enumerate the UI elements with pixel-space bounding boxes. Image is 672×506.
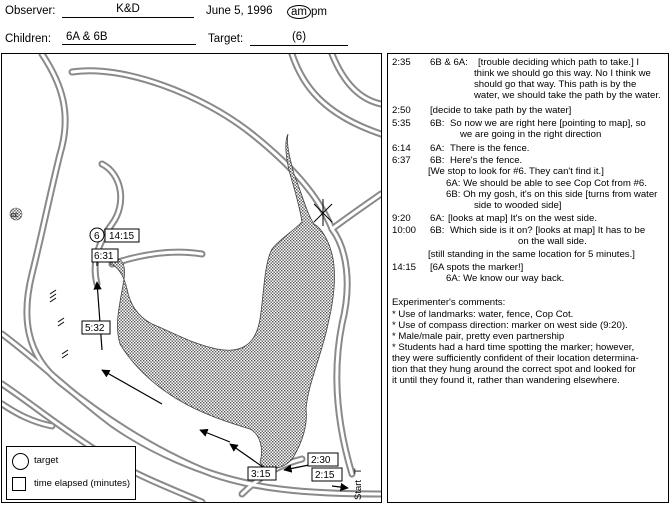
log-line: 6B: Oh my gosh, it's on this side [turns from water — [446, 189, 658, 200]
log-speaker: 6A: — [430, 213, 445, 224]
log-line: There is the fence. — [450, 143, 530, 154]
log-time: 5:35 — [392, 118, 411, 129]
comment-line: * Use of compass direction: marker on west side (9:20). — [392, 320, 628, 331]
log-speaker: 6B & 6A: — [430, 57, 468, 68]
children-label: Children: — [5, 33, 52, 45]
comment-line: it until they found it, rather than wandering elsewhere. — [392, 375, 620, 386]
log-time: 2:50 — [392, 105, 411, 116]
svg-text:2:30: 2:30 — [311, 455, 331, 466]
time-label — [92, 249, 118, 262]
log-line: water, we should take the path by the water. — [474, 90, 661, 101]
svg-text:14:15: 14:15 — [109, 231, 135, 242]
log-speaker: 6A: — [430, 143, 445, 154]
log-line: 6A: We know our way back. — [446, 273, 565, 284]
log-line: [still standing in the same location for 5 minutes.] — [428, 249, 635, 260]
log-line: [We stop to look for #6. They can't find it.] — [428, 166, 604, 177]
log-line: So now we are right here [pointing to map], so — [450, 118, 646, 129]
comment-line: * Students had a hard time spotting the marker; however, — [392, 342, 635, 353]
svg-text:6:31: 6:31 — [94, 251, 114, 262]
log-line: [trouble deciding which path to take.] I — [478, 57, 640, 68]
start-marker: T — [353, 468, 364, 474]
target-value: (6) — [291, 31, 307, 43]
children-field — [62, 31, 196, 45]
log-speaker: 6B: — [430, 118, 445, 129]
start-label: Start — [353, 479, 364, 500]
log-line: think we should go this way. No I think we — [474, 68, 651, 79]
cop-cot-label: cc — [11, 212, 18, 219]
time-label — [312, 468, 342, 481]
comments-heading: Experimenter's comments: — [392, 297, 506, 308]
log-line: Which side is it on? [looks at map] It has to be — [450, 225, 646, 236]
pm-text: pm — [310, 6, 327, 18]
children-value: 6A & 6B — [66, 31, 108, 43]
legend-time-icon — [12, 477, 26, 491]
am-pm — [287, 5, 327, 19]
observer-label: Observer: — [5, 5, 56, 17]
legend-target-icon — [12, 453, 29, 470]
map-legend — [6, 446, 136, 500]
comment-line: * Use of landmarks: water, fence, Cop Cot. — [392, 309, 574, 320]
target-label: Target: — [208, 33, 244, 45]
log-speaker: 6B: — [430, 225, 445, 236]
log-line: should go that way. This path is by the — [474, 79, 637, 90]
map-panel — [1, 53, 382, 503]
log-time: 10:00 — [392, 225, 417, 236]
target-field — [250, 31, 348, 46]
log-line: Here's the fence. — [450, 155, 523, 166]
log-line: 6A: We should be able to see Cop Cot from #6. — [446, 178, 647, 189]
park-map — [2, 54, 381, 502]
comment-line: tion that they hung around the correct spot and looked for — [392, 364, 636, 375]
log-line: side to wooded side] — [474, 200, 562, 211]
log-time: 9:20 — [392, 213, 411, 224]
svg-text:2:15: 2:15 — [315, 470, 335, 481]
time-label — [82, 321, 110, 334]
time-label — [105, 229, 139, 242]
target-number: 6 — [94, 231, 100, 242]
legend-time-label: time elapsed (minutes) — [34, 478, 131, 489]
svg-text:5:32: 5:32 — [85, 323, 105, 334]
log-line: [looks at map] It's on the west side. — [448, 213, 598, 224]
log-time: 14:15 — [392, 262, 417, 273]
comment-line: * Male/male pair, pretty even partnership — [392, 331, 565, 342]
log-time: 6:37 — [392, 155, 411, 166]
log-line: we are going in the right direction — [460, 129, 602, 140]
date-text: June 5, 1996 — [206, 5, 273, 17]
svg-text:3:15: 3:15 — [251, 469, 271, 480]
am-circled: am — [287, 5, 311, 19]
observer-value: K&D — [116, 3, 140, 15]
legend-target-label: target — [34, 455, 59, 466]
comment-line: they were sufficiently confident of their location determina- — [392, 353, 639, 364]
log-time: 2:35 — [392, 57, 411, 68]
wall-marks — [50, 290, 68, 358]
log-speaker: 6B: — [430, 155, 445, 166]
observation-log — [387, 53, 669, 503]
log-line: [decide to take path by the water] — [430, 105, 572, 116]
log-time: 6:14 — [392, 143, 411, 154]
observer-field — [62, 3, 194, 18]
time-label — [308, 453, 338, 466]
log-line: on the wall side. — [518, 236, 587, 247]
log-line: [6A spots the marker!] — [430, 262, 524, 273]
time-label — [248, 467, 276, 480]
